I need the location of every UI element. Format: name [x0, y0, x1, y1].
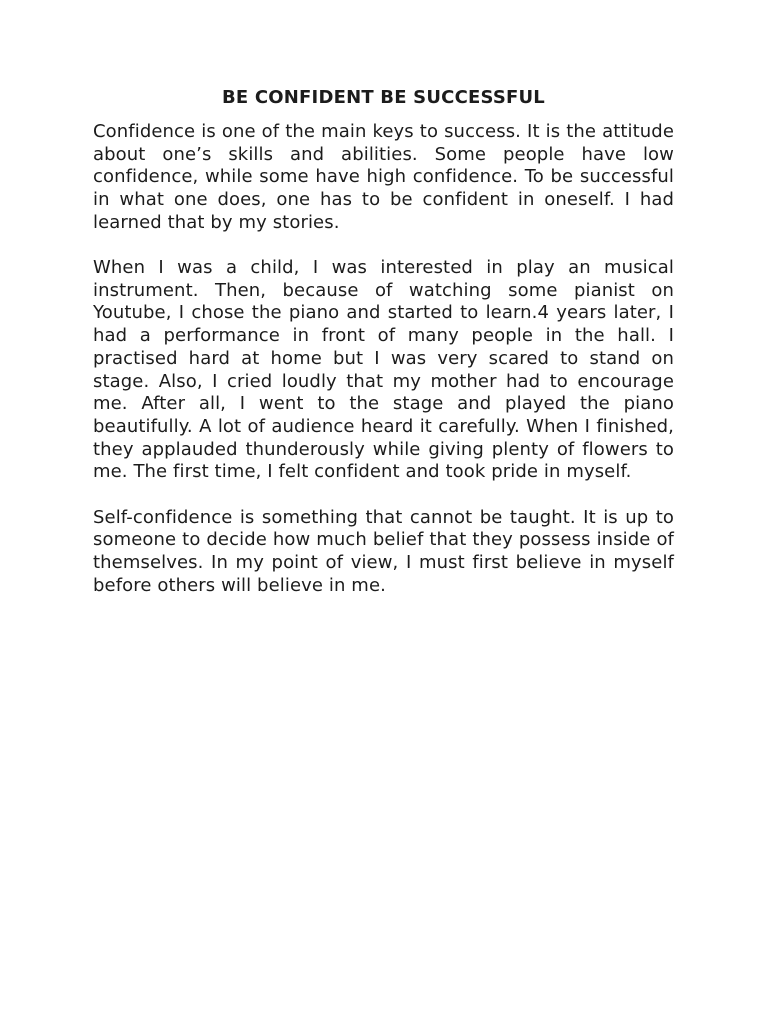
essay-title: BE CONFIDENT BE SUCCESSFUL: [222, 87, 545, 108]
paragraph-story: When I was a child, I was interested in play an musical instrument. Then, because of watching some pianist on Youtube, I chose the piano and started to learn.4 years later, I had a performance in front of many people in the hall. I practised hard at home but I was very scared to stand on stage. Also, I cried loudly that my mother had to encourage me. After all, I went to the stage and played the piano beautifully. A lot of audience heard it carefully. When I finished, they applauded thunderously while giving plenty of flowers to me. The first time, I felt confident and took pride in myself.: [93, 257, 674, 483]
essay-body: [93, 86, 674, 597]
paragraph-conclusion: Self-confidence is something that cannot be taught. It is up to someone to decide how much belief that they possess inside of themselves. In my point of view, I must first believe in myself before others will believe in me.: [93, 506, 674, 596]
paragraph-introduction: Confidence is one of the main keys to success. It is the attitude about one’s skills and abilities. Some people have low confidence, while some have high confidence. To be successful in what one does, one has to be confident in oneself. I had learned that by my stories.: [93, 121, 674, 233]
